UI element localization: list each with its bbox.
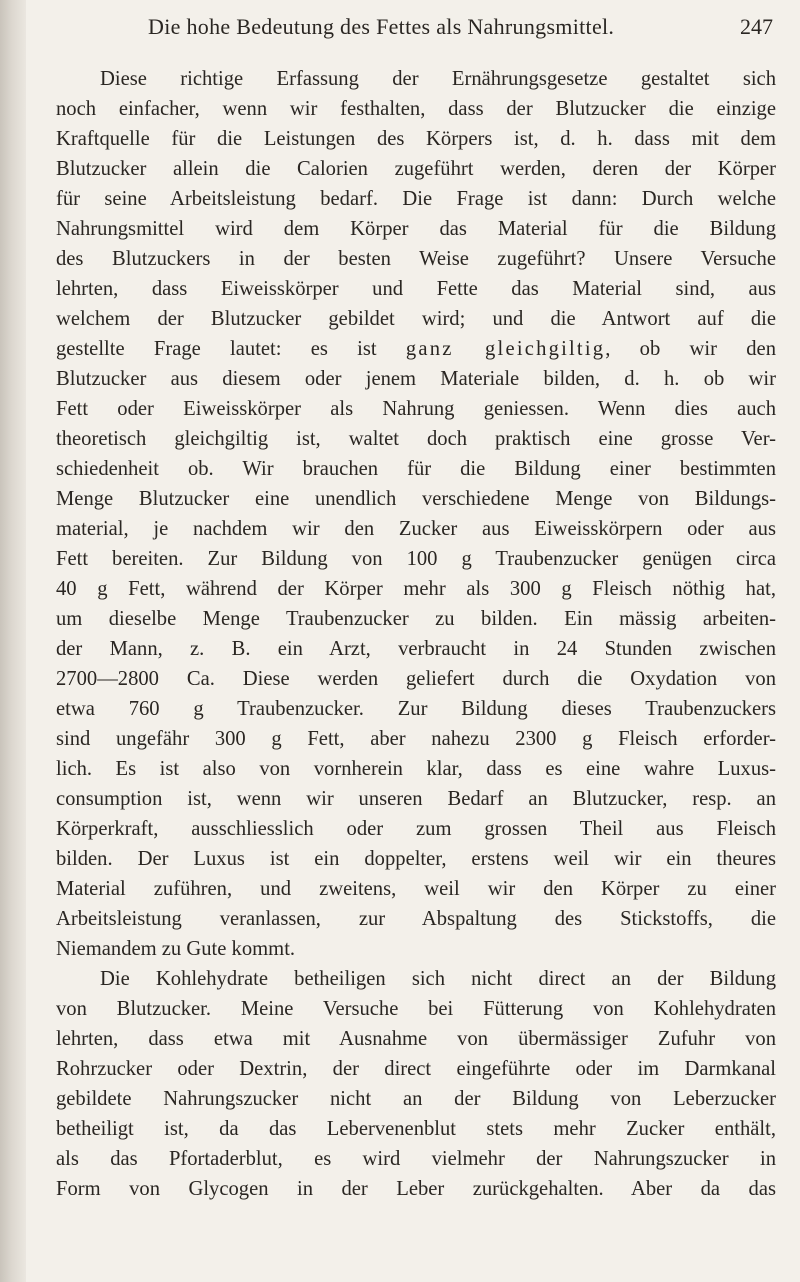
text-line: Diese richtige Erfassung der Ernährungsgesetze gestaltet sich — [100, 68, 776, 90]
text-line: Blutzucker allein die Calorien zugeführt werden, deren der Körper — [56, 158, 776, 180]
text-line: Die Kohlehydrate betheiligen sich nicht direct an der Bildung — [100, 968, 776, 990]
text-line: um dieselbe Menge Traubenzucker zu bilden. Ein mässig arbeiten- — [56, 608, 776, 630]
text-line: Rohrzucker oder Dextrin, der direct eingeführte oder im Darmkanal — [56, 1058, 776, 1080]
text-line: bilden. Der Luxus ist ein doppelter, erstens weil wir ein theures — [56, 848, 776, 870]
running-title: Die hohe Bedeutung des Fettes als Nahrungsmittel. — [148, 14, 615, 39]
text-line: 2700—2800 Ca. Diese werden geliefert durch die Oxydation von — [56, 668, 776, 690]
text-line: Fett oder Eiweisskörper als Nahrung geniessen. Wenn dies auch — [56, 398, 776, 420]
text-line: Kraftquelle für die Leistungen des Körpers ist, d. h. dass mit dem — [56, 128, 776, 150]
text-line: lich. Es ist also von vornherein klar, dass es eine wahre Luxus- — [56, 758, 776, 780]
text-line: Nahrungsmittel wird dem Körper das Material für die Bildung — [56, 218, 776, 240]
text-line: Blutzucker aus diesem oder jenem Materiale bilden, d. h. ob wir — [56, 368, 776, 390]
text-line: Menge Blutzucker eine unendlich verschiedene Menge von Bildungs- — [56, 488, 776, 510]
text-line: Körperkraft, ausschliesslich oder zum grossen Theil aus Fleisch — [56, 818, 776, 840]
text-line: betheiligt ist, da das Lebervenenblut stets mehr Zucker enthält, — [56, 1118, 776, 1140]
text-line: sind ungefähr 300 g Fett, aber nahezu 2300 g Fleisch erforder- — [56, 728, 776, 750]
text-line: etwa 760 g Traubenzucker. Zur Bildung dieses Traubenzuckers — [56, 698, 776, 720]
text-segment: gestellte Frage lautet: es ist — [56, 338, 377, 360]
emphasized-text: ganz gleichgiltig — [405, 338, 606, 360]
text-line: consumption ist, wenn wir unseren Bedarf an Blutzucker, resp. an — [56, 788, 776, 810]
text-segment: , ob wir den — [605, 338, 776, 360]
page-edge-shadow — [0, 0, 26, 1282]
text-line: schiedenheit ob. Wir brauchen für die Bildung einer bestimmten — [56, 458, 776, 480]
text-line: von Blutzucker. Meine Versuche bei Fütterung von Kohlehydraten — [56, 998, 776, 1020]
text-line: lehrten, dass Eiweisskörper und Fette das Material sind, aus — [56, 278, 776, 300]
paragraph-2 — [56, 964, 776, 1204]
text-line: Form von Glycogen in der Leber zurückgehalten. Aber da das — [56, 1178, 776, 1200]
body-text — [56, 64, 776, 1204]
text-line: material, je nachdem wir den Zucker aus Eiweisskörpern oder aus — [56, 518, 776, 540]
paragraph-1 — [56, 64, 776, 964]
text-line: noch einfacher, wenn wir festhalten, dass der Blutzucker die einzige — [56, 98, 776, 120]
text-line: Arbeitsleistung veranlassen, zur Abspaltung des Stickstoffs, die — [56, 908, 776, 930]
text-line: als das Pfortaderblut, es wird vielmehr der Nahrungszucker in — [56, 1148, 776, 1170]
text-line: Fett bereiten. Zur Bildung von 100 g Traubenzucker genügen circa — [56, 548, 776, 570]
text-line: lehrten, dass etwa mit Ausnahme von übermässiger Zufuhr von — [56, 1028, 776, 1050]
text-line: Material zuführen, und zweitens, weil wir den Körper zu einer — [56, 878, 776, 900]
text-line: 40 g Fett, während der Körper mehr als 300 g Fleisch nöthig hat, — [56, 578, 776, 600]
text-line: des Blutzuckers in der besten Weise zugeführt? Unsere Versuche — [56, 248, 776, 270]
text-line: welchem der Blutzucker gebildet wird; und die Antwort auf die — [56, 308, 776, 330]
page-number: 247 — [740, 14, 773, 39]
text-line: theoretisch gleichgiltig ist, waltet doch praktisch eine grosse Ver- — [56, 428, 776, 450]
text-line: Niemandem zu Gute kommt. — [56, 938, 296, 960]
text-line: für seine Arbeitsleistung bedarf. Die Frage ist dann: Durch welche — [56, 188, 776, 210]
text-line: der Mann, z. B. ein Arzt, verbraucht in 24 Stunden zwischen — [56, 638, 776, 660]
text-line-mixed — [56, 334, 776, 364]
text-line: gebildete Nahrungszucker nicht an der Bildung von Leberzucker — [56, 1088, 776, 1110]
